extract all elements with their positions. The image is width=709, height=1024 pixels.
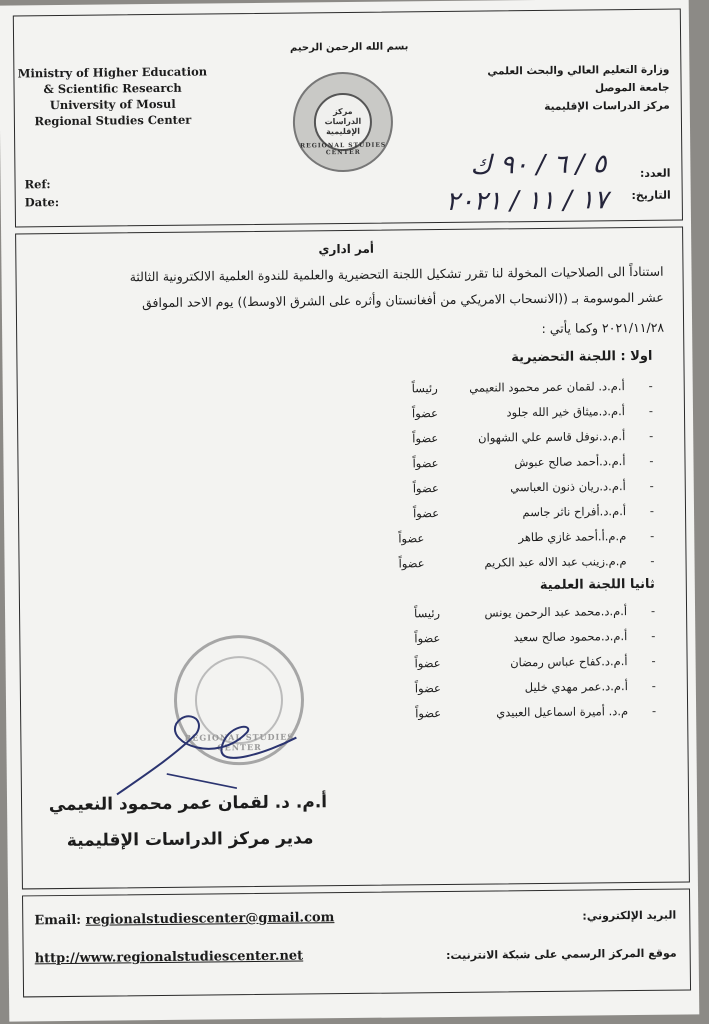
university-line: University of Mosul bbox=[49, 96, 176, 113]
date-label-ar: التاريخ: bbox=[631, 188, 671, 203]
member-name: أ.م.د.أحمد صالح عبوش bbox=[514, 454, 626, 470]
list-dash: - bbox=[651, 628, 656, 643]
section-scientific-title: ثانيا اللجنة العلمية bbox=[539, 576, 655, 594]
preparatory-member bbox=[333, 404, 653, 427]
member-name: أ.م.د.كفاح عباس رمضان bbox=[510, 654, 628, 670]
signer-title: مدير مركز الدراسات الإقليمية bbox=[66, 828, 314, 851]
member-role: عضواً bbox=[412, 456, 439, 471]
ref-label: Ref: bbox=[24, 177, 51, 192]
logo-center-text: مركز الدراسات الإقليمية bbox=[314, 93, 373, 152]
member-role: عضواً bbox=[414, 656, 441, 671]
list-dash: - bbox=[649, 503, 655, 518]
scientific-member bbox=[336, 704, 656, 727]
list-dash: - bbox=[651, 678, 656, 693]
handwritten-number: ٥ / ٦ / ٩٠ ك bbox=[470, 149, 607, 181]
list-dash: - bbox=[650, 528, 655, 543]
arabic-letterhead bbox=[449, 61, 670, 117]
basmala: بسم الله الرحمن الرحيم bbox=[289, 41, 409, 54]
member-name: أ.م.د.محمد عبد الرحمن يونس bbox=[484, 604, 628, 620]
scientific-member bbox=[335, 629, 655, 652]
order-paragraph-line-3: ٢٠٢١/١١/٢٨ وكما يأتي : bbox=[541, 319, 665, 336]
signature bbox=[106, 692, 307, 804]
list-dash: - bbox=[651, 703, 657, 718]
signer-name: أ.م. د. لقمان عمر محمود النعيمي bbox=[48, 792, 328, 816]
list-dash: - bbox=[651, 653, 656, 668]
section-preparatory-title: اولا : اللجنة التحضيرية bbox=[511, 348, 653, 366]
member-role: رئيساً bbox=[414, 606, 441, 621]
member-name: م.م.أ.أحمد غازي طاهر bbox=[518, 529, 627, 545]
member-name: أ.م.د.أفراح ناثر جاسم bbox=[522, 504, 627, 520]
stamp-text: REGIONAL STUDIES CENTER bbox=[184, 731, 295, 753]
member-name: أ.م.د.محمود صالح سعيد bbox=[513, 629, 628, 645]
member-name: م.د. أميرة اسماعيل العبيدي bbox=[496, 704, 629, 720]
member-role: عضواً bbox=[412, 481, 439, 496]
list-dash: - bbox=[649, 478, 654, 493]
english-letterhead bbox=[17, 63, 208, 129]
list-dash: - bbox=[650, 553, 655, 568]
website-link[interactable]: http://www.regionalstudiescenter.net bbox=[34, 948, 304, 967]
order-title: أمر اداري bbox=[318, 241, 375, 257]
order-paragraph-line-1: استناداً الى الصلاحيات المخولة لنا تقرر تشكيل اللجنة التحضيرية والعلمية للندوة العلمية الالكترونية الثالثة bbox=[129, 263, 664, 285]
website-label-ar: موقع المركز الرسمي على شبكة الانترنيت: bbox=[446, 946, 677, 963]
email-line bbox=[34, 910, 334, 928]
member-role: عضواً bbox=[412, 506, 440, 521]
scientific-member bbox=[336, 654, 656, 677]
footer-frame bbox=[22, 888, 691, 997]
preparatory-member bbox=[333, 379, 653, 402]
center-line: Regional Studies Center bbox=[34, 112, 192, 129]
email-label: Email: bbox=[34, 912, 82, 929]
scientific-member bbox=[335, 604, 655, 627]
list-dash: - bbox=[648, 378, 653, 393]
center-line-ar: مركز الدراسات الإقليمية bbox=[544, 99, 670, 113]
preparatory-member bbox=[333, 429, 653, 452]
preparatory-member bbox=[334, 504, 654, 527]
member-role: عضواً bbox=[414, 631, 441, 646]
list-dash: - bbox=[649, 453, 654, 468]
member-role: عضواً bbox=[414, 681, 441, 696]
list-dash: - bbox=[648, 403, 654, 418]
email-label-ar: البريد الإلكتروني: bbox=[582, 908, 677, 923]
ministry-line-ar: وزارة التعليم العالي والبحث العلمي bbox=[487, 63, 670, 78]
member-name: أ.م.د.ريان ذنون العباسي bbox=[510, 479, 626, 495]
preparatory-member bbox=[334, 479, 654, 502]
member-name: أ.م.د. لقمان عمر محمود النعيمي bbox=[469, 379, 625, 395]
preparatory-member bbox=[334, 529, 654, 552]
member-role: رئيساً bbox=[411, 381, 438, 396]
scientific-member bbox=[336, 679, 656, 702]
member-role: عضواً bbox=[412, 431, 439, 446]
list-dash: - bbox=[649, 428, 654, 443]
website-line bbox=[35, 949, 304, 967]
member-role: عضواً bbox=[398, 556, 425, 571]
number-label-ar: العدد: bbox=[639, 166, 671, 180]
center-logo bbox=[292, 72, 393, 173]
logo-ring-text: REGIONAL STUDIES CENTER bbox=[300, 141, 387, 157]
list-dash: - bbox=[650, 603, 656, 618]
preparatory-member bbox=[334, 554, 654, 577]
ministry-line-2: & Scientific Research bbox=[43, 80, 182, 97]
email-link[interactable]: regionalstudiescenter@gmail.com bbox=[85, 910, 335, 928]
preparatory-member bbox=[333, 454, 653, 477]
member-role: عضواً bbox=[411, 406, 439, 421]
member-name: م.م.زينب عبد الاله عبد الكريم bbox=[484, 554, 627, 570]
member-name: أ.م.د.ميثاق خير الله جلود bbox=[506, 404, 626, 420]
member-name: أ.م.د.نوفل قاسم علي الشهوان bbox=[478, 429, 626, 445]
ministry-line: Ministry of Higher Education bbox=[17, 64, 208, 81]
university-line-ar: جامعة الموصل bbox=[594, 81, 670, 95]
member-role: عضواً bbox=[398, 531, 425, 546]
date-label: Date: bbox=[24, 195, 60, 210]
order-paragraph-line-2: عشر الموسومة بـ ((الانسحاب الامريكي من أفغانستان وأثره على الشرق الاوسط)) يوم الاحد الموافق bbox=[142, 289, 664, 311]
member-name: أ.م.د.عمر مهدي خليل bbox=[524, 679, 628, 695]
member-role: عضواً bbox=[415, 706, 442, 721]
handwritten-date: ١٧ / ١١ / ٢٠٢١ bbox=[445, 185, 609, 217]
